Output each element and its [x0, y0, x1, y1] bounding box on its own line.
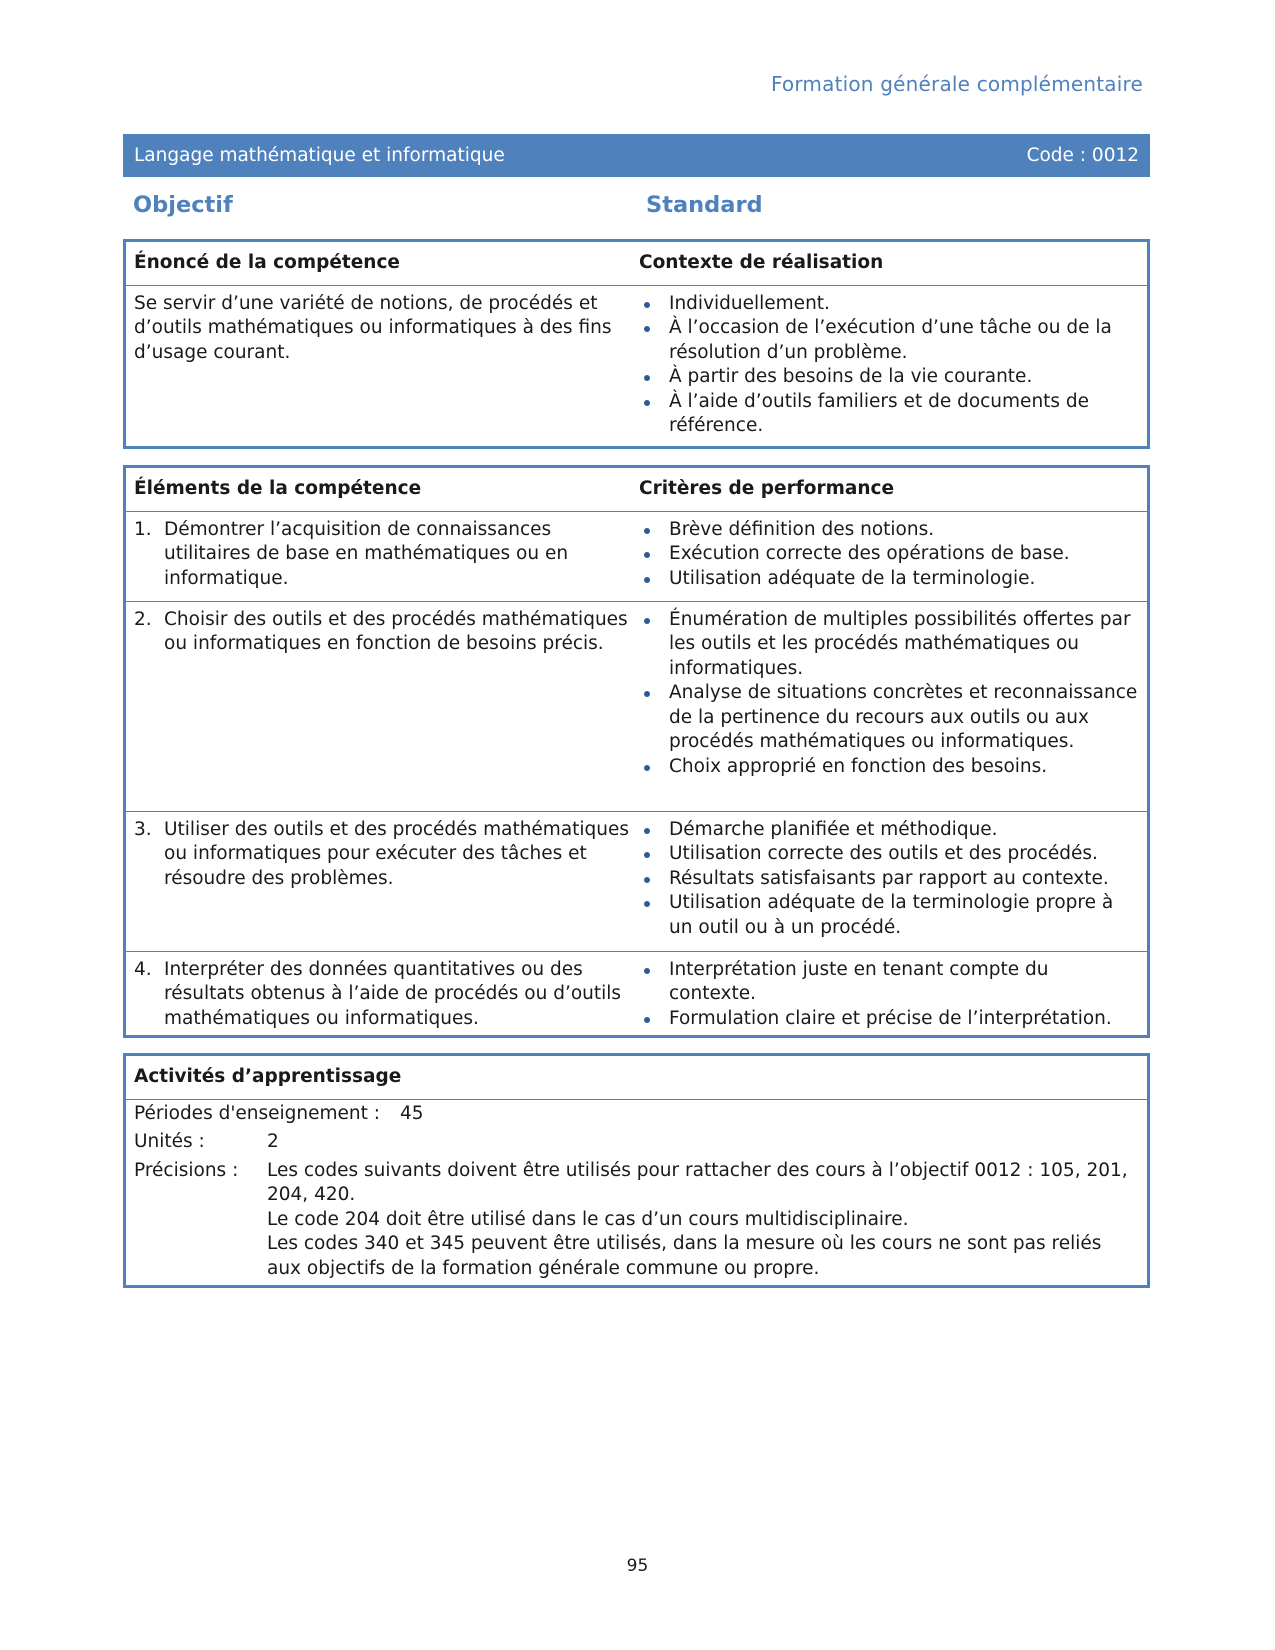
competence-statement: Se servir d’une variété de notions, de procédés et d’outils mathématiques ou informatiques à des fins d’usage courant.	[134, 292, 612, 363]
standard-heading: Standard	[646, 192, 763, 218]
list-item: Formulation claire et précise de l’interprétation.	[639, 1007, 1139, 1032]
activities-header-row	[126, 1056, 1147, 1099]
element-text: Interpréter des données quantitatives ou des résultats obtenus à l’aide de procédés ou d’outils mathématiques ou informatiques.	[164, 958, 622, 1029]
section-headings	[123, 192, 1150, 224]
element-cell	[126, 812, 638, 951]
element-cell	[126, 602, 638, 811]
list-item: Démarche planifiée et méthodique.	[639, 818, 1139, 843]
element-cell	[126, 512, 638, 601]
criteria-cell	[638, 812, 1147, 951]
table-row	[126, 951, 1147, 1038]
list-item: À partir des besoins de la vie courante.	[639, 365, 1139, 390]
activities-body-row	[126, 1099, 1147, 1290]
precision-paragraph: Les codes 340 et 345 peuvent être utilisés, dans la mesure où les cours ne sont pas reliés aux objectifs de la formation générale commune ou propre.	[267, 1233, 1102, 1279]
list-item: À l’aide d’outils familiers et de documents de référence.	[639, 390, 1139, 439]
element-number: 3.	[134, 818, 152, 840]
units-line	[134, 1130, 1139, 1155]
precisions-text	[267, 1159, 1139, 1282]
competence-table	[123, 239, 1150, 449]
competence-table-header	[126, 242, 1147, 285]
context-list	[639, 292, 1139, 439]
element-text: Démontrer l’acquisition de connaissances utilitaires de base en mathématiques ou en informatique.	[164, 518, 569, 589]
precision-paragraph: Les codes suivants doivent être utilisés pour rattacher des cours à l’objectif 0012 : 105, 201, 204, 420.	[267, 1159, 1128, 1205]
units-value: 2	[267, 1131, 279, 1152]
element-cell	[126, 952, 638, 1038]
list-item: Utilisation adéquate de la terminologie.	[639, 567, 1139, 592]
criteria-list	[639, 958, 1139, 1032]
element-number: 2.	[134, 608, 152, 630]
periods-value: 45	[400, 1102, 424, 1124]
element-text: Utiliser des outils et des procédés mathématiques ou informatiques pour exécuter des tâches et résoudre des problèmes.	[164, 818, 630, 889]
list-item: Individuellement.	[639, 292, 1139, 317]
precisions-line	[134, 1159, 1139, 1282]
criteria-header: Critères de performance	[639, 478, 895, 499]
elements-table-header	[126, 468, 1147, 511]
competence-table-row	[126, 285, 1147, 445]
running-head: Formation générale complémentaire	[770, 72, 1143, 96]
list-item: Brève définition des notions.	[639, 518, 1139, 543]
criteria-list	[639, 518, 1139, 592]
element-number: 4.	[134, 958, 152, 980]
precisions-label: Précisions :	[134, 1159, 239, 1181]
table-row	[126, 511, 1147, 601]
objective-title-bar	[123, 134, 1150, 177]
criteria-list	[639, 818, 1139, 941]
list-item: Choix approprié en fonction des besoins.	[639, 755, 1139, 780]
page-number: 95	[626, 1556, 649, 1576]
criteria-cell	[638, 952, 1147, 1038]
list-item: Analyse de situations concrètes et reconnaissance de la pertinence du recours aux outils ou aux procédés mathématiques ou informatiques.	[639, 681, 1139, 755]
list-item: Utilisation correcte des outils et des procédés.	[639, 842, 1139, 867]
element-number: 1.	[134, 518, 152, 540]
element-text: Choisir des outils et des procédés mathématiques ou informatiques en fonction de besoins précis.	[164, 608, 628, 654]
context-list-cell	[638, 286, 1147, 445]
elements-header: Éléments de la compétence	[134, 478, 422, 499]
list-item: Résultats satisfaisants par rapport au contexte.	[639, 867, 1139, 892]
context-header: Contexte de réalisation	[639, 252, 884, 273]
list-item: Interprétation juste en tenant compte du contexte.	[639, 958, 1139, 1007]
list-item: Énumération de multiples possibilités offertes par les outils et les procédés mathématiques ou informatiques.	[639, 608, 1139, 682]
activities-table	[123, 1053, 1150, 1288]
objective-code: Code : 0012	[1026, 145, 1139, 166]
table-row	[126, 811, 1147, 951]
periods-label: Périodes d'enseignement :	[134, 1102, 381, 1124]
list-item: Exécution correcte des opérations de base.	[639, 542, 1139, 567]
units-label: Unités :	[134, 1131, 205, 1152]
objective-title: Langage mathématique et informatique	[134, 145, 505, 166]
activities-body	[126, 1100, 1147, 1290]
list-item: Utilisation adéquate de la terminologie propre à un outil ou à un procédé.	[639, 891, 1139, 940]
table-row	[126, 601, 1147, 811]
criteria-cell	[638, 512, 1147, 601]
statement-header: Énoncé de la compétence	[134, 252, 400, 273]
list-item: À l’occasion de l’exécution d’une tâche ou de la résolution d’un problème.	[639, 316, 1139, 365]
activities-header: Activités d’apprentissage	[134, 1066, 402, 1087]
precision-paragraph: Le code 204 doit être utilisé dans le cas d’un cours multidisciplinaire.	[267, 1208, 909, 1230]
criteria-list	[639, 608, 1139, 780]
periods-line	[134, 1102, 1139, 1127]
objectif-heading: Objectif	[133, 192, 233, 218]
criteria-cell	[638, 602, 1147, 811]
elements-table	[123, 465, 1150, 1038]
